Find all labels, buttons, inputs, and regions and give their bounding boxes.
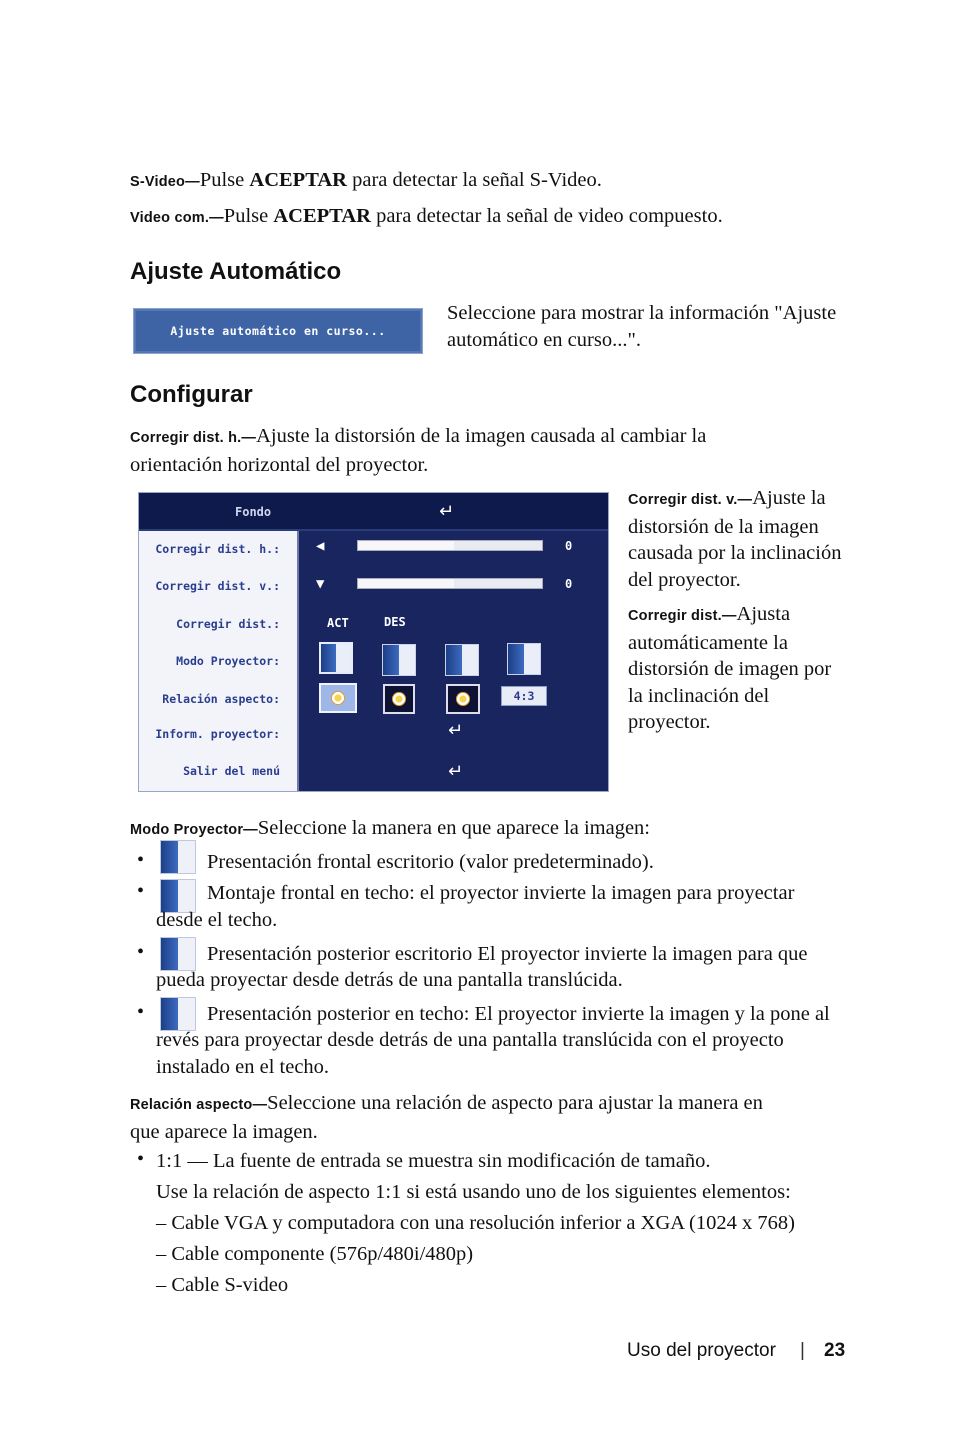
videocom-pre: Pulse [223, 205, 274, 227]
videocom-post: para detectar la señal de video compuesto. [370, 205, 723, 227]
svideo-pre: Pulse [199, 169, 250, 191]
ajuste-banner: Ajuste automático en curso... [133, 308, 423, 354]
osd-label-inform: Inform. proyector: [155, 727, 280, 741]
option-act[interactable]: ACT [327, 616, 349, 630]
relacion-term: Relación aspecto— [130, 1097, 268, 1113]
svideo-term: S-Video— [130, 174, 200, 190]
relacion-sub: Use la relación de aspecto 1:1 si está usando uno de los siguientes elementos: [156, 1181, 791, 1203]
videocom-paragraph [130, 203, 723, 232]
modo-intro-text: Seleccione la manera en que aparece la imagen: [257, 817, 650, 839]
svideo-paragraph [130, 167, 602, 196]
slider-v[interactable] [357, 578, 543, 589]
corr-h-term: Corregir dist. h.— [130, 430, 257, 446]
slider-h-left-icon: ◀ [316, 538, 325, 554]
corr-v-line-1: distorsión de la imagen [628, 515, 819, 538]
osd-label-modo: Modo Proyector: [176, 654, 280, 668]
relacion-dash-1: – Cable VGA y computadora con una resolución inferior a XGA (1024 x 768) [156, 1212, 795, 1234]
ajuste-heading: Ajuste Automático [130, 258, 342, 285]
modo-item-4-line3: instalado en el techo. [156, 1056, 330, 1078]
aspect-16-9-icon[interactable] [383, 684, 415, 714]
osd-header [139, 493, 608, 531]
modo-item-1: Presentación frontal escritorio (valor predeterminado). [207, 851, 654, 873]
osd-label-corr-h: Corregir dist. h.: [155, 542, 280, 556]
corr-v-paragraph [628, 485, 878, 593]
ajuste-desc-line2: automático en curso...". [447, 328, 641, 351]
osd-label-salir: Salir del menú [183, 764, 280, 778]
osd-setup-menu [138, 492, 609, 792]
relacion-bullet: 1:1 — La fuente de entrada se muestra sin modificación de tamaño. [156, 1150, 711, 1172]
relacion-line2: que aparece la imagen. [130, 1120, 318, 1143]
osd-header-label: Fondo [235, 505, 272, 519]
ratio-field[interactable]: 4:3 [501, 686, 547, 706]
modo-intro [130, 815, 650, 844]
footer-section: Uso del proyector [627, 1340, 776, 1361]
slider-v-value: 0 [565, 577, 573, 591]
modo-item-3-line1: Presentación posterior escritorio El proyector invierte la imagen para que [207, 943, 808, 965]
exit-return-icon[interactable]: ↵ [448, 761, 464, 782]
footer-separator: | [800, 1340, 805, 1361]
relacion-dash-2: – Cable componente (576p/480i/480p) [156, 1243, 474, 1265]
ajuste-desc-line1: Seleccione para mostrar la información "Ajuste [447, 302, 837, 324]
videocom-term: Video com.— [130, 210, 224, 226]
corr-paragraph [628, 601, 878, 736]
modo-item-4-line2: revés para proyectar desde detrás de una pantalla translúcida con el proyecto [156, 1029, 784, 1051]
modo-item-4-line1: Presentación posterior en techo: El proyector invierte la imagen y la pone al [207, 1003, 830, 1025]
page-number: 23 [824, 1340, 846, 1361]
relacion-dash-3: – Cable S-video [156, 1274, 289, 1296]
corr-h-line2: orientación horizontal del proyector. [130, 453, 429, 476]
aspect-original-icon[interactable] [319, 683, 357, 713]
modo-item-3-line2: pueda proyectar desde detrás de una pantalla translúcida. [156, 969, 623, 991]
bullet-marker: • [137, 849, 145, 871]
osd-label-corr-v: Corregir dist. v.: [155, 579, 280, 593]
corr-line-0: Ajusta [736, 603, 791, 625]
return-arrow-icon[interactable]: ↵ [439, 501, 455, 522]
ajuste-description [447, 300, 877, 353]
front-desktop-icon[interactable] [319, 642, 353, 674]
front-ceiling-icon[interactable] [382, 644, 416, 676]
videocom-key: ACEPTAR [273, 205, 371, 227]
rear-desktop-icon[interactable] [445, 644, 479, 676]
relacion-line1: Seleccione una relación de aspecto para ajustar la manera en [267, 1092, 763, 1114]
corr-line-3: la inclinación del [628, 684, 770, 707]
corr-v-line-0: Ajuste la [752, 487, 826, 509]
corr-h-line1: Ajuste la distorsión de la imagen causada al cambiar la [256, 425, 707, 447]
slider-h[interactable] [357, 540, 543, 551]
slider-h-value: 0 [565, 539, 573, 553]
modo-item-2-line1: Montaje frontal en techo: el proyector invierte la imagen para proyectar [207, 882, 795, 904]
corr-h-paragraph [130, 423, 850, 478]
corr-line-1: automáticamente la [628, 631, 788, 654]
front-desktop-icon [160, 840, 196, 874]
aspect-4-3-icon[interactable] [446, 684, 480, 714]
svideo-post: para detectar la señal S-Video. [346, 169, 602, 191]
corr-v-line-3: del proyector. [628, 568, 741, 591]
bullet-marker: • [137, 880, 145, 902]
rear-ceiling-icon [160, 997, 196, 1031]
rear-desktop-icon [160, 937, 196, 971]
bullet-marker: • [137, 1148, 145, 1170]
corr-v-term: Corregir dist. v.— [628, 492, 753, 508]
corr-term: Corregir dist.— [628, 608, 737, 624]
corr-line-2: distorsión de imagen por [628, 658, 832, 680]
corr-line-4: proyector. [628, 711, 711, 733]
modo-term: Modo Proyector— [130, 822, 258, 838]
bullet-marker: • [137, 941, 145, 963]
osd-label-corr: Corregir dist.: [176, 617, 280, 631]
corr-v-line-2: causada por la inclinación [628, 542, 842, 564]
option-des[interactable]: DES [384, 615, 406, 629]
slider-v-down-icon: ▼ [316, 576, 325, 592]
osd-divider [297, 531, 299, 791]
configurar-heading: Configurar [130, 381, 253, 408]
osd-label-relacion: Relación aspecto: [162, 692, 280, 706]
rear-ceiling-icon[interactable] [507, 643, 541, 675]
modo-item-2-line2: desde el techo. [156, 909, 278, 931]
relacion-paragraph [130, 1090, 860, 1145]
svideo-key: ACEPTAR [249, 169, 347, 191]
bullet-marker: • [137, 1001, 145, 1023]
inform-return-icon[interactable]: ↵ [448, 720, 464, 741]
